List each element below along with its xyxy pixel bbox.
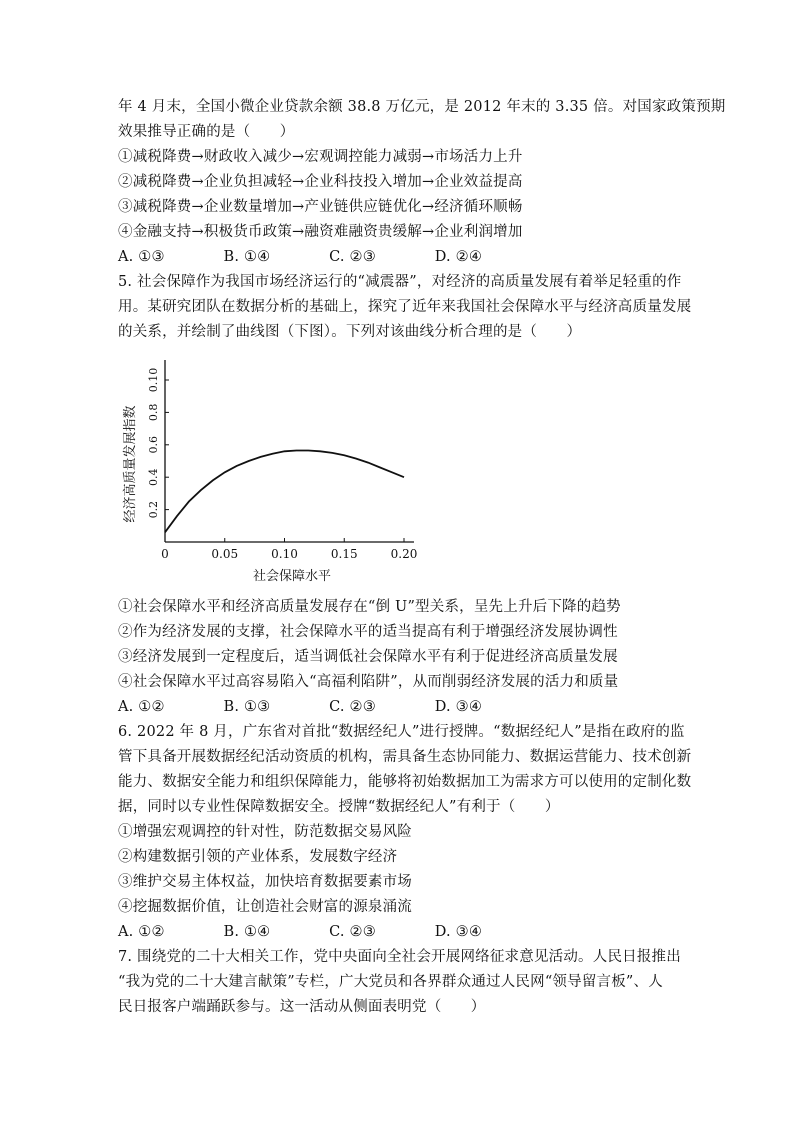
q6-choices: A. ①② B. ①④ C. ②③ D. ③④ [118,924,483,940]
y-tick-label: 0.4 [147,468,160,486]
x-tick-label: 0 [161,547,169,561]
series-line [165,451,404,533]
y-tick-label: 0.6 [147,436,160,454]
social-security-curve-chart [112,352,442,592]
q6-option-4: ④挖掘数据价值，让创造社会财富的源泉涌流 [118,899,412,915]
q5-option-3: ③经济发展到一定程度后，适当调低社会保障水平有利于促进经济高质量发展 [118,649,618,665]
q6-stem-line-2: 管下具备开展数据经纪活动资质的机构，需具备生态协同能力、数据运营能力、技术创新 [118,749,692,765]
y-axis-title: 经济高质量发展指数 [123,405,138,523]
q6-stem-line-4: 据，同时以专业性保障数据安全。授牌“数据经纪人”有利于（ ） [118,799,560,815]
q6-stem-line-1: 6. 2022 年 8 月，广东省对首批“数据经纪人”进行授牌。“数据经纪人”是指在政府的监 [118,724,685,740]
y-tick-label: 0.2 [147,500,160,519]
q4-stem-line-1: 年 4 月末，全国小微企业贷款余额 38.8 万亿元，是 2012 年末的 3.35 倍。对国家政策预期 [118,99,726,115]
q5-option-2: ②作为经济发展的支撑，社会保障水平的适当提高有利于增强经济发展协调性 [118,624,618,640]
q4-option-4: ④金融支持→积极货币政策→融资难融资贵缓解→企业利润增加 [118,224,523,240]
y-tick-label: 0.8 [147,403,160,422]
y-tick-label: 0.10 [147,367,160,393]
q6-option-2: ②构建数据引领的产业体系，发展数字经济 [118,849,398,865]
q6-stem-line-3: 能力、数据安全能力和组织保障能力，能够将初始数据加工为需求方可以使用的定制化数 [118,774,692,790]
q4-option-2: ②减税降费→企业负担减轻→企业科技投入增加→企业效益提高 [118,174,523,190]
q5-choices: A. ①② B. ①③ C. ②③ D. ③④ [118,699,483,715]
x-axis-title: 社会保障水平 [252,569,332,584]
q5-option-4: ④社会保障水平过高容易陷入“高福利陷阱”，从而削弱经济发展的活力和质量 [118,674,619,690]
q5-stem-line-1: 5. 社会保障作为我国市场经济运行的“减震器”，对经济的高质量发展有着举足轻重的作 [118,274,682,290]
q6-option-3: ③维护交易主体权益，加快培育数据要素市场 [118,874,412,890]
x-tick-label: 0.05 [211,547,239,561]
q4-stem-line-2: 效果推导正确的是（ ） [118,124,295,140]
q6-option-1: ①增强宏观调控的针对性，防范数据交易风险 [118,824,412,840]
q7-stem-line-3: 民日报客户端踊跃参与。这一活动从侧面表明党（ ） [118,999,486,1015]
q5-stem-line-3: 的关系，并绘制了曲线图（下图）。下列对该曲线分析合理的是（ ） [118,324,582,340]
x-tick-label: 0.10 [271,547,298,561]
q5-stem-line-2: 用。某研究团队在数据分析的基础上，探究了近年来我国社会保障水平与经济高质量发展 [118,299,692,315]
q7-stem-line-2: “我为党的二十大建言献策”专栏，广大党员和各界群众通过人民网“领导留言板”、人 [118,974,663,990]
x-tick-label: 0.15 [330,547,358,561]
q4-option-3: ③减税降费→企业数量增加→产业链供应链优化→经济循环顺畅 [118,199,523,215]
q7-stem-line-1: 7. 围绕党的二十大相关工作，党中央面向全社会开展网络征求意见活动。人民日报推出 [118,949,681,965]
q4-choices: A. ①③ B. ①④ C. ②③ D. ②④ [118,249,483,265]
x-tick-label: 0.20 [390,547,418,561]
q4-option-1: ①减税降费→财政收入减少→宏观调控能力减弱→市场活力上升 [118,149,523,165]
q5-option-1: ①社会保障水平和经济高质量发展存在“倒 U”型关系，呈先上升后下降的趋势 [118,599,621,615]
